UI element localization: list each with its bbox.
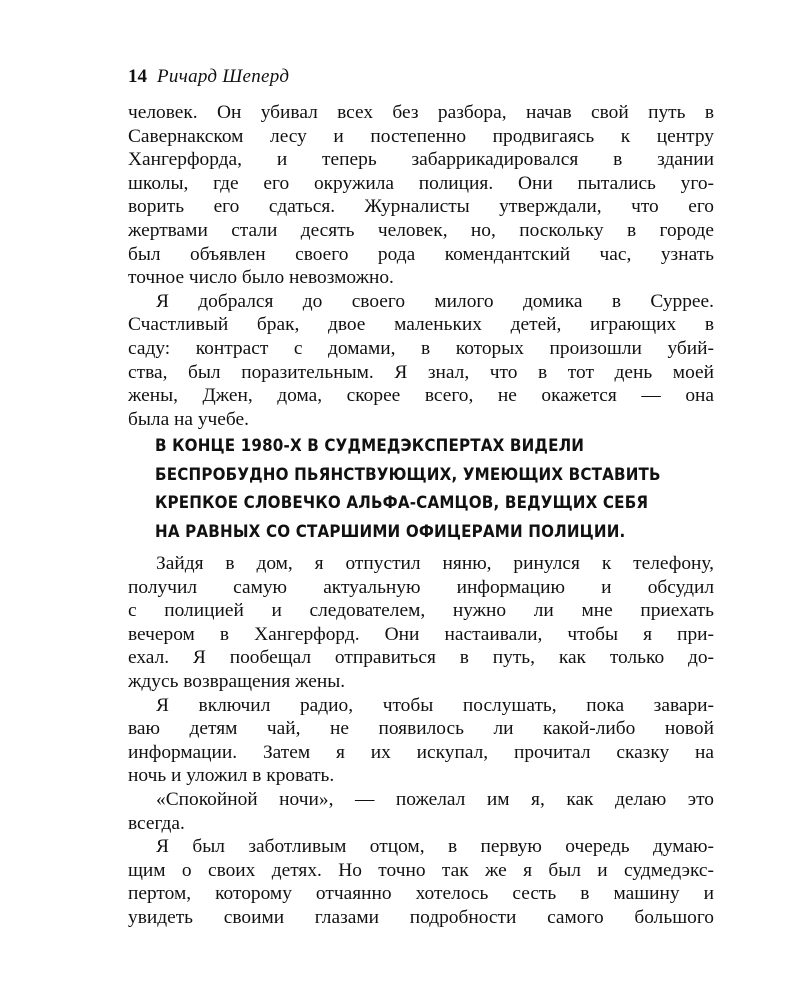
text-line: Зайдя в дом, я отпустил няню, ринулся к телефону,	[156, 553, 714, 574]
text-line: точное число было невозможно.	[128, 267, 394, 289]
text-line: школы, где его окружила полиция. Они пытались уго-	[128, 172, 714, 194]
pull-quote-line: В КОНЦЕ 1980-Х В СУДМЕДЭКСПЕРТАХ ВИДЕЛИ	[155, 436, 585, 456]
pull-quote	[155, 432, 661, 547]
pull-quote-line: НА РАВНЫХ СО СТАРШИМИ ОФИЦЕРАМИ ПОЛИЦИИ.	[155, 522, 626, 543]
text-line: саду: контраст с домами, в которых произошли убий-	[128, 337, 714, 359]
text-line: Савернакском лесу и постепенно продвигаясь к центру	[128, 125, 714, 147]
text-line: была на учебе.	[128, 408, 249, 430]
text-line: человек. Он убивал всех без разбора, начав свой путь в	[128, 102, 714, 123]
pull-quote-line: КРЕПКОЕ СЛОВЕЧКО АЛЬФА-САМЦОВ, ВЕДУЩИХ СЕБЯ	[155, 493, 649, 514]
paragraph	[128, 835, 714, 929]
text-line: получил самую актуальную информацию и обсудил	[128, 576, 714, 598]
text-line: ночь и уложил в кровать.	[128, 765, 335, 787]
text-line: Я включил радио, чтобы послушать, пока завари-	[156, 694, 714, 716]
running-head-author: Ричард Шеперд	[157, 66, 290, 87]
text-line: ства, был поразительным. Я знал, что в тот день моей	[128, 361, 714, 383]
text-line: жены, Джен, дома, скорее всего, не окажется — она	[128, 385, 714, 407]
text-line: Хангерфорда, и теперь забаррикадировался в здании	[128, 149, 714, 171]
paragraph	[128, 290, 714, 432]
text-line: «Спокойной ночи», — пожелал им я, как делаю это	[156, 788, 714, 810]
paragraph	[128, 694, 714, 788]
text-line: ехал. Я пообещал отправиться в путь, как только до-	[128, 647, 714, 669]
text-line: ворить его сдаться. Журналисты утверждали, что его	[128, 196, 714, 218]
paragraph	[128, 788, 714, 835]
text-line: жертвами стали десять человек, но, поскольку в городе	[128, 219, 714, 241]
text-line: пертом, которому отчаянно хотелось сесть в машину и	[128, 883, 714, 905]
running-head	[128, 64, 289, 90]
pull-quote-line: БЕСПРОБУДНО ПЬЯНСТВУЮЩИХ, УМЕЮЩИХ ВСТАВИТЬ	[155, 464, 661, 485]
page-number: 14	[128, 66, 147, 87]
text-line: информации. Затем я их искупал, прочитал сказку на	[128, 741, 714, 763]
paragraph	[128, 101, 714, 290]
body-text-top	[128, 101, 714, 431]
text-line: вечером в Хангерфорд. Они настаивали, чтобы я при-	[128, 623, 714, 645]
text-line: ваю детям чай, не появилось ли какой-либо новой	[128, 718, 714, 740]
body-text-bottom	[128, 552, 714, 930]
paragraph	[128, 552, 714, 694]
text-line: всегда.	[128, 812, 185, 834]
text-line: Я добрался до своего милого домика в Суррее.	[156, 290, 714, 312]
text-line: Счастливый брак, двое маленьких детей, играющих в	[128, 314, 714, 336]
text-line: щим о своих детях. Но точно так же я был и судмедэкс-	[128, 859, 714, 881]
text-line: увидеть своими глазами подробности самого большого	[128, 906, 714, 928]
text-line: с полицией и следователем, нужно ли мне приехать	[128, 600, 714, 622]
text-line: ждусь возвращения жены.	[128, 670, 346, 692]
text-line: был объявлен своего рода комендантский час, узнать	[128, 243, 714, 265]
text-line: Я был заботливым отцом, в первую очередь думаю-	[156, 836, 714, 858]
